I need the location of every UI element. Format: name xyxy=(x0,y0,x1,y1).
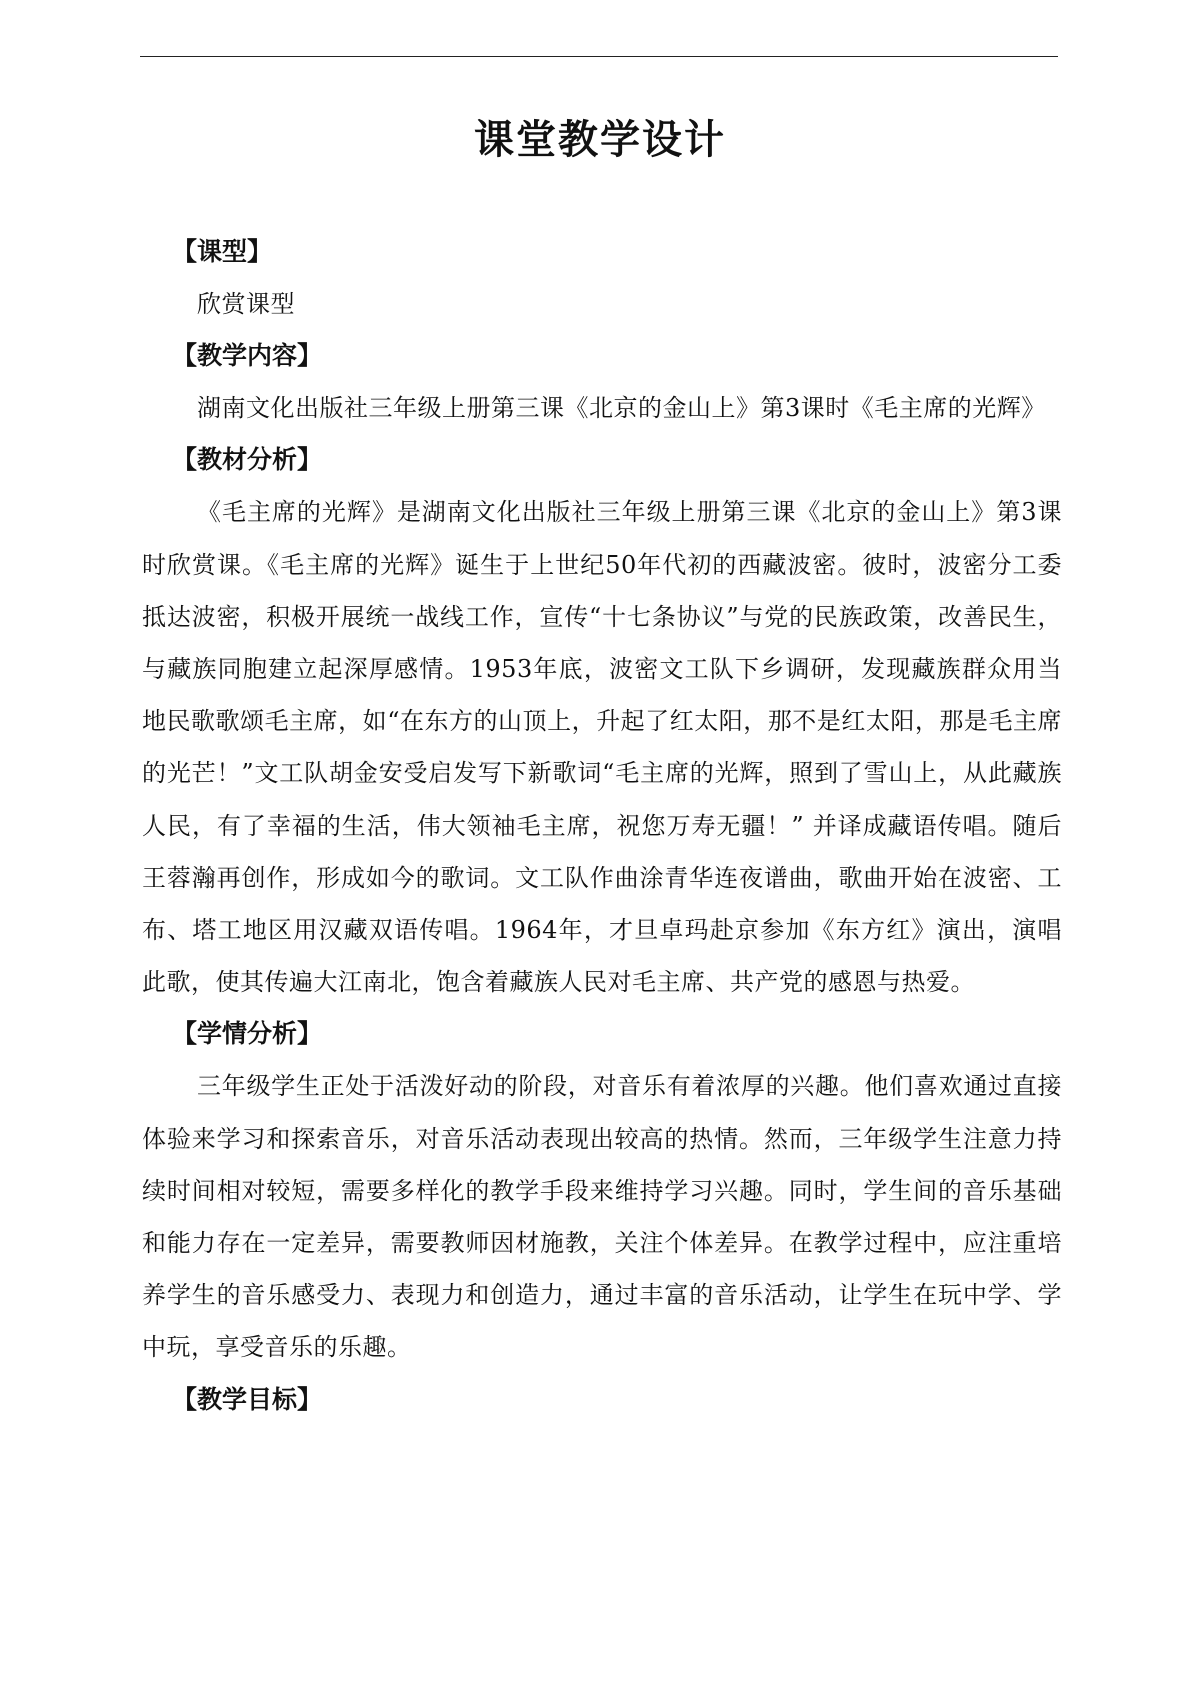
section-student-analysis xyxy=(142,1008,1062,1373)
section-text: 湖南文化出版社三年级上册第三课《北京的金山上》第3课时《毛主席的光辉》 xyxy=(197,394,1046,423)
page-title: 课堂教学设计 xyxy=(474,117,726,163)
section-heading: 【教学目标】 xyxy=(172,1384,323,1414)
document-body xyxy=(142,226,1062,1426)
header-rule xyxy=(140,56,1058,57)
section-heading: 【学情分析】 xyxy=(172,1019,323,1049)
section-teaching-content xyxy=(142,330,1062,434)
section-text: 《毛主席的光辉》是湖南文化出版社三年级上册第三课《北京的金山上》第3课时欣赏课。《毛主席的光辉》诞生于上世纪50年代初的西藏波密。彼时，波密分工委抵达波密，积极开展统一战线工作，宣传“十七条协议”与党的民族政策，改善民生，与藏族同胞建立起深厚感情。1953年底，波密文工队下乡调研，发现藏族群众用当地民歌歌颂毛主席，如“在东方的山顶上，升起了红太阳，那不是红太阳，那是毛主席的光芒！”文工队胡金安受启发写下新歌词“毛主席的光辉，照到了雪山上，从此藏族人民，有了幸福的生活，伟大领袖毛主席，祝您万寿无疆！” 并译成藏语传唱。随后王蓉瀚再创作，形成如今的歌词。文工队作曲涂青华连夜谱曲，歌曲开始在波密、工布、塔工地区用汉藏双语传唱。1964年，才旦卓玛赴京参加《东方红》演出，演唱此歌，使其传遍大江南北，饱含着藏族人民对毛主席、共产党的感恩与热爱。 xyxy=(142,498,1062,997)
section-heading: 【教材分析】 xyxy=(172,445,323,475)
section-course-type xyxy=(142,226,1062,330)
section-heading: 【教学内容】 xyxy=(172,341,323,371)
section-text: 三年级学生正处于活泼好动的阶段，对音乐有着浓厚的兴趣。他们喜欢通过直接体验来学习和探索音乐，对音乐活动表现出较高的热情。然而，三年级学生注意力持续时间相对较短，需要多样化的教学手段来维持学习兴趣。同时，学生间的音乐基础和能力存在一定差异，需要教师因材施教，关注个体差异。在教学过程中，应注重培养学生的音乐感受力、表现力和创造力，通过丰富的音乐活动，让学生在玩中学、学中玩，享受音乐的乐趣。 xyxy=(142,1072,1062,1362)
section-teaching-goals xyxy=(142,1374,1062,1426)
section-text: 欣赏课型 xyxy=(197,290,295,318)
section-heading: 【课型】 xyxy=(172,237,273,266)
section-material-analysis xyxy=(142,434,1062,1008)
